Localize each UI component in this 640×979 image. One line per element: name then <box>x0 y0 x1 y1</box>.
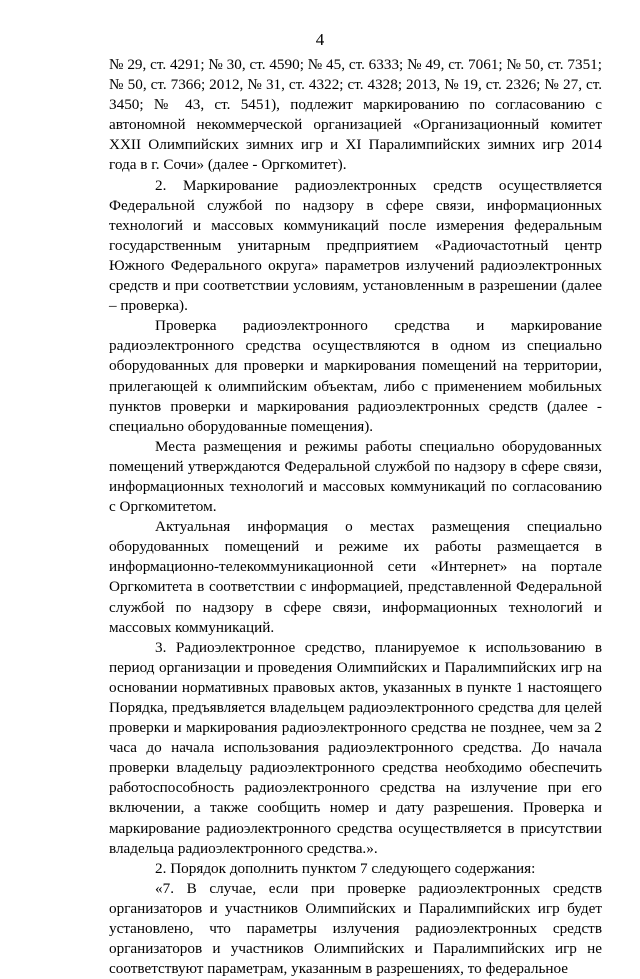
paragraph-inspection: Проверка радиоэлектронного средства и маркирование радиоэлектронного средства осуществляются в одном из специально оборудованных для проверки и маркирования помещений на территории, прилегающей к олимпийским объектам, либо с применением мобильных пунктов проверки и маркирования радиоэлектронных средств (далее - специально оборудованные помещения). <box>109 317 602 435</box>
body-text <box>109 55 602 979</box>
paragraph-item-2-marking: 2. Маркирование радиоэлектронных средств осуществляется Федеральной службой по надзору в сфере связи, информационных технологий и массовых коммуникаций после измерения федеральным государственным унитарным предприятием «Радиочастотный центр Южного Федерального округа» параметров излучений радиоэлектронных средств и при соответствии условиям, установленным в разрешении (далее – проверка). <box>109 176 602 315</box>
paragraph-current-info: Актуальная информация о местах размещения специально оборудованных помещений и режиме их работы размещается в информационно-телекоммуникационной сети «Интернет» на портале Оргкомитета в соответствии с информацией, представленной Федеральной службой по надзору в сфере связи, информационных технологий и массовых коммуникаций. <box>109 518 602 636</box>
paragraph-locations: Места размещения и режимы работы специально оборудованных помещений утверждаются Федеральной службой по надзору в сфере связи, информационных технологий и массовых коммуникаций по согласованию с Оргкомитетом. <box>109 437 602 516</box>
paragraph-continuation: № 29, ст. 4291; № 30, ст. 4590; № 45, ст. 6333; № 49, ст. 7061; № 50, ст. 7351; № 50, ст. 7366; 2012, № 31, ст. 4322; ст. 4328; 2013, № 19, ст. 2326; № 27, ст. 3450; № 43, ст. 5451), подлежит маркированию по согласованию с автономной некоммерческой организацией «Организационный комитет XXII Олимпийских зимних игр и XI Паралимпийских зимних игр 2014 года в г. Сочи» (далее - Оргкомитет). <box>109 56 602 174</box>
paragraph-item-7: «7. В случае, если при проверке радиоэлектронных средств организаторов и участников Олимпийских и Паралимпийских игр будет установлено, что параметры излучения радиоэлектронных средств организаторов и участников Олимпийских и Паралимпийских игр не соответствуют параметрам, указанным в разрешениях, то федеральное <box>109 879 602 978</box>
paragraph-amendment: 2. Порядок дополнить пунктом 7 следующего содержания: <box>155 859 536 877</box>
paragraph-item-3: 3. Радиоэлектронное средство, планируемое к использованию в период организации и проведения Олимпийских и Паралимпийских игр на основании нормативных правовых актов, указанных в пункте 1 настоящего Порядка, предъявляется владельцем радиоэлектронного средства для целей проверки и маркирования радиоэлектронного средства не позднее, чем за 2 часа до начала использования радиоэлектронного средства. До начала проверки владельцу радиоэлектронного средства необходимо обеспечить работоспособность радиоэлектронного средства на излучение при его включении, а также сообщить номер и дату разрешения. Проверка и маркирование радиоэлектронного средства осуществляется в присутствии владельца радиоэлектронного средства.». <box>109 638 602 857</box>
page-number: 4 <box>315 30 325 49</box>
